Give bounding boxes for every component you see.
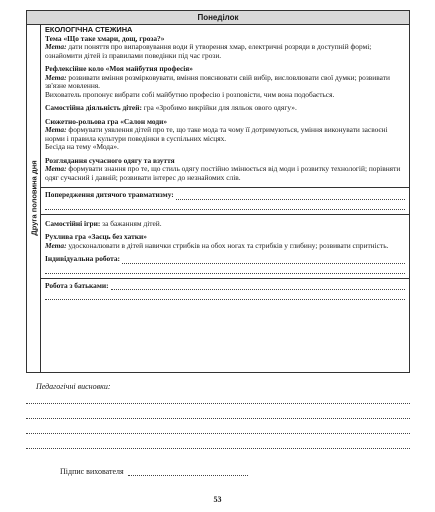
mobile-goal-text: удосконалювати в дітей навички стрибків на обох ногах та стрибків у глибину; розвивати спритність. bbox=[66, 240, 389, 250]
injury-line bbox=[45, 191, 405, 200]
role-goal bbox=[45, 126, 405, 143]
injury-dots bbox=[176, 192, 405, 200]
clothes-goal bbox=[45, 165, 405, 182]
parents-label: Робота з батьками: bbox=[45, 280, 109, 290]
eco-theme: Тема «Що таке хмари, дощ, гроза?» bbox=[45, 33, 165, 43]
eco-goal-label: Мета: bbox=[45, 42, 67, 51]
day-plan-table bbox=[26, 10, 410, 373]
mobile-title: Рухлива гра «Заєць без хатки» bbox=[45, 232, 147, 241]
individual-line bbox=[45, 255, 405, 264]
divider bbox=[41, 187, 409, 188]
role-goal-text: формувати уявлення дітей про те, що таке мода та чому її дотримуються, уміння виконувати засвоєні норми і правила культури поведінки в суспільних місцях. bbox=[45, 125, 388, 143]
games-text: за бажанням дітей. bbox=[100, 218, 162, 228]
mobile-goal bbox=[45, 242, 405, 251]
eco-goal bbox=[45, 43, 405, 60]
parents-dots bbox=[111, 282, 405, 290]
reflex-goal-text: розвивати вміння розмірковувати, вміння пояснювати свій вибір, висловлювати свої думки; розвивати зв'язне мовлення. bbox=[45, 72, 390, 90]
injury-dots-2 bbox=[45, 200, 405, 210]
eco-goal-text: дати поняття про випаровування води й утворення хмар, електричні розряди в доступній формі; ознайомити дітей із правилами поведінки під час грози. bbox=[45, 42, 372, 60]
role-block bbox=[45, 118, 405, 152]
eco-title: ЕКОЛОГІЧНА СТЕЖИНА bbox=[45, 25, 133, 34]
independent-label: Самостійна діяльність дітей: bbox=[45, 103, 142, 112]
independent-text: гра «Зробимо викрійки для ляльок ового одягу». bbox=[141, 103, 297, 112]
individual-dots bbox=[122, 256, 405, 264]
conclusion-line bbox=[26, 417, 410, 419]
side-column bbox=[27, 24, 41, 372]
conclusion-line bbox=[26, 432, 410, 434]
eco-block bbox=[45, 26, 405, 60]
clothes-block bbox=[45, 157, 405, 183]
conclusions-label: Педагогічні висновки: bbox=[36, 382, 111, 391]
reflex-extra: Вихователь пропонує вибрати собі майбутню професію і розповісти, чим вона подобається. bbox=[45, 89, 335, 99]
parents-dots-2 bbox=[45, 290, 405, 300]
games-block bbox=[45, 220, 405, 229]
individual-label: Індивідуальна робота: bbox=[45, 254, 121, 263]
signature-label: Підпис вихователя bbox=[60, 467, 124, 476]
conclusion-line bbox=[26, 402, 410, 404]
role-title: Сюжетно-рольова гра «Салон моди» bbox=[45, 116, 168, 126]
reflex-goal-label: Мета: bbox=[45, 72, 67, 82]
individual-dots-2 bbox=[45, 264, 405, 274]
injury-label: Попередження дитячого травматизму: bbox=[45, 190, 174, 199]
divider bbox=[41, 278, 409, 279]
reflex-block bbox=[45, 65, 405, 99]
clothes-title: Розглядання сучасного одягу та взуття bbox=[45, 155, 175, 165]
mobile-goal-label: Мета: bbox=[45, 240, 67, 250]
plan-content bbox=[41, 24, 409, 372]
parents-line bbox=[45, 282, 405, 291]
day-header: Понеділок bbox=[27, 11, 409, 25]
role-goal-label: Мета: bbox=[45, 125, 67, 134]
page-number: 53 bbox=[213, 495, 222, 504]
signature-line bbox=[60, 467, 248, 476]
games-label: Самостійні ігри: bbox=[45, 218, 101, 228]
side-label: Друга половина дня bbox=[29, 160, 38, 236]
conclusion-line bbox=[26, 447, 410, 449]
signature-dots bbox=[128, 467, 248, 476]
divider bbox=[41, 214, 409, 215]
independent-block bbox=[45, 104, 405, 113]
clothes-goal-text: формувати знання про те, що стиль одягу постійно змінюється від моди і розвитку технологій; порівняти одяг сучасний і давній; розвивати інтерес до незнайомих слів. bbox=[45, 164, 401, 182]
role-extra: Бесіда на тему «Мода». bbox=[45, 142, 119, 151]
reflex-goal bbox=[45, 74, 405, 91]
reflex-title: Рефлексійне коло «Моя майбутня професія» bbox=[45, 64, 193, 73]
clothes-goal-label: Мета: bbox=[45, 164, 67, 173]
mobile-block bbox=[45, 233, 405, 250]
